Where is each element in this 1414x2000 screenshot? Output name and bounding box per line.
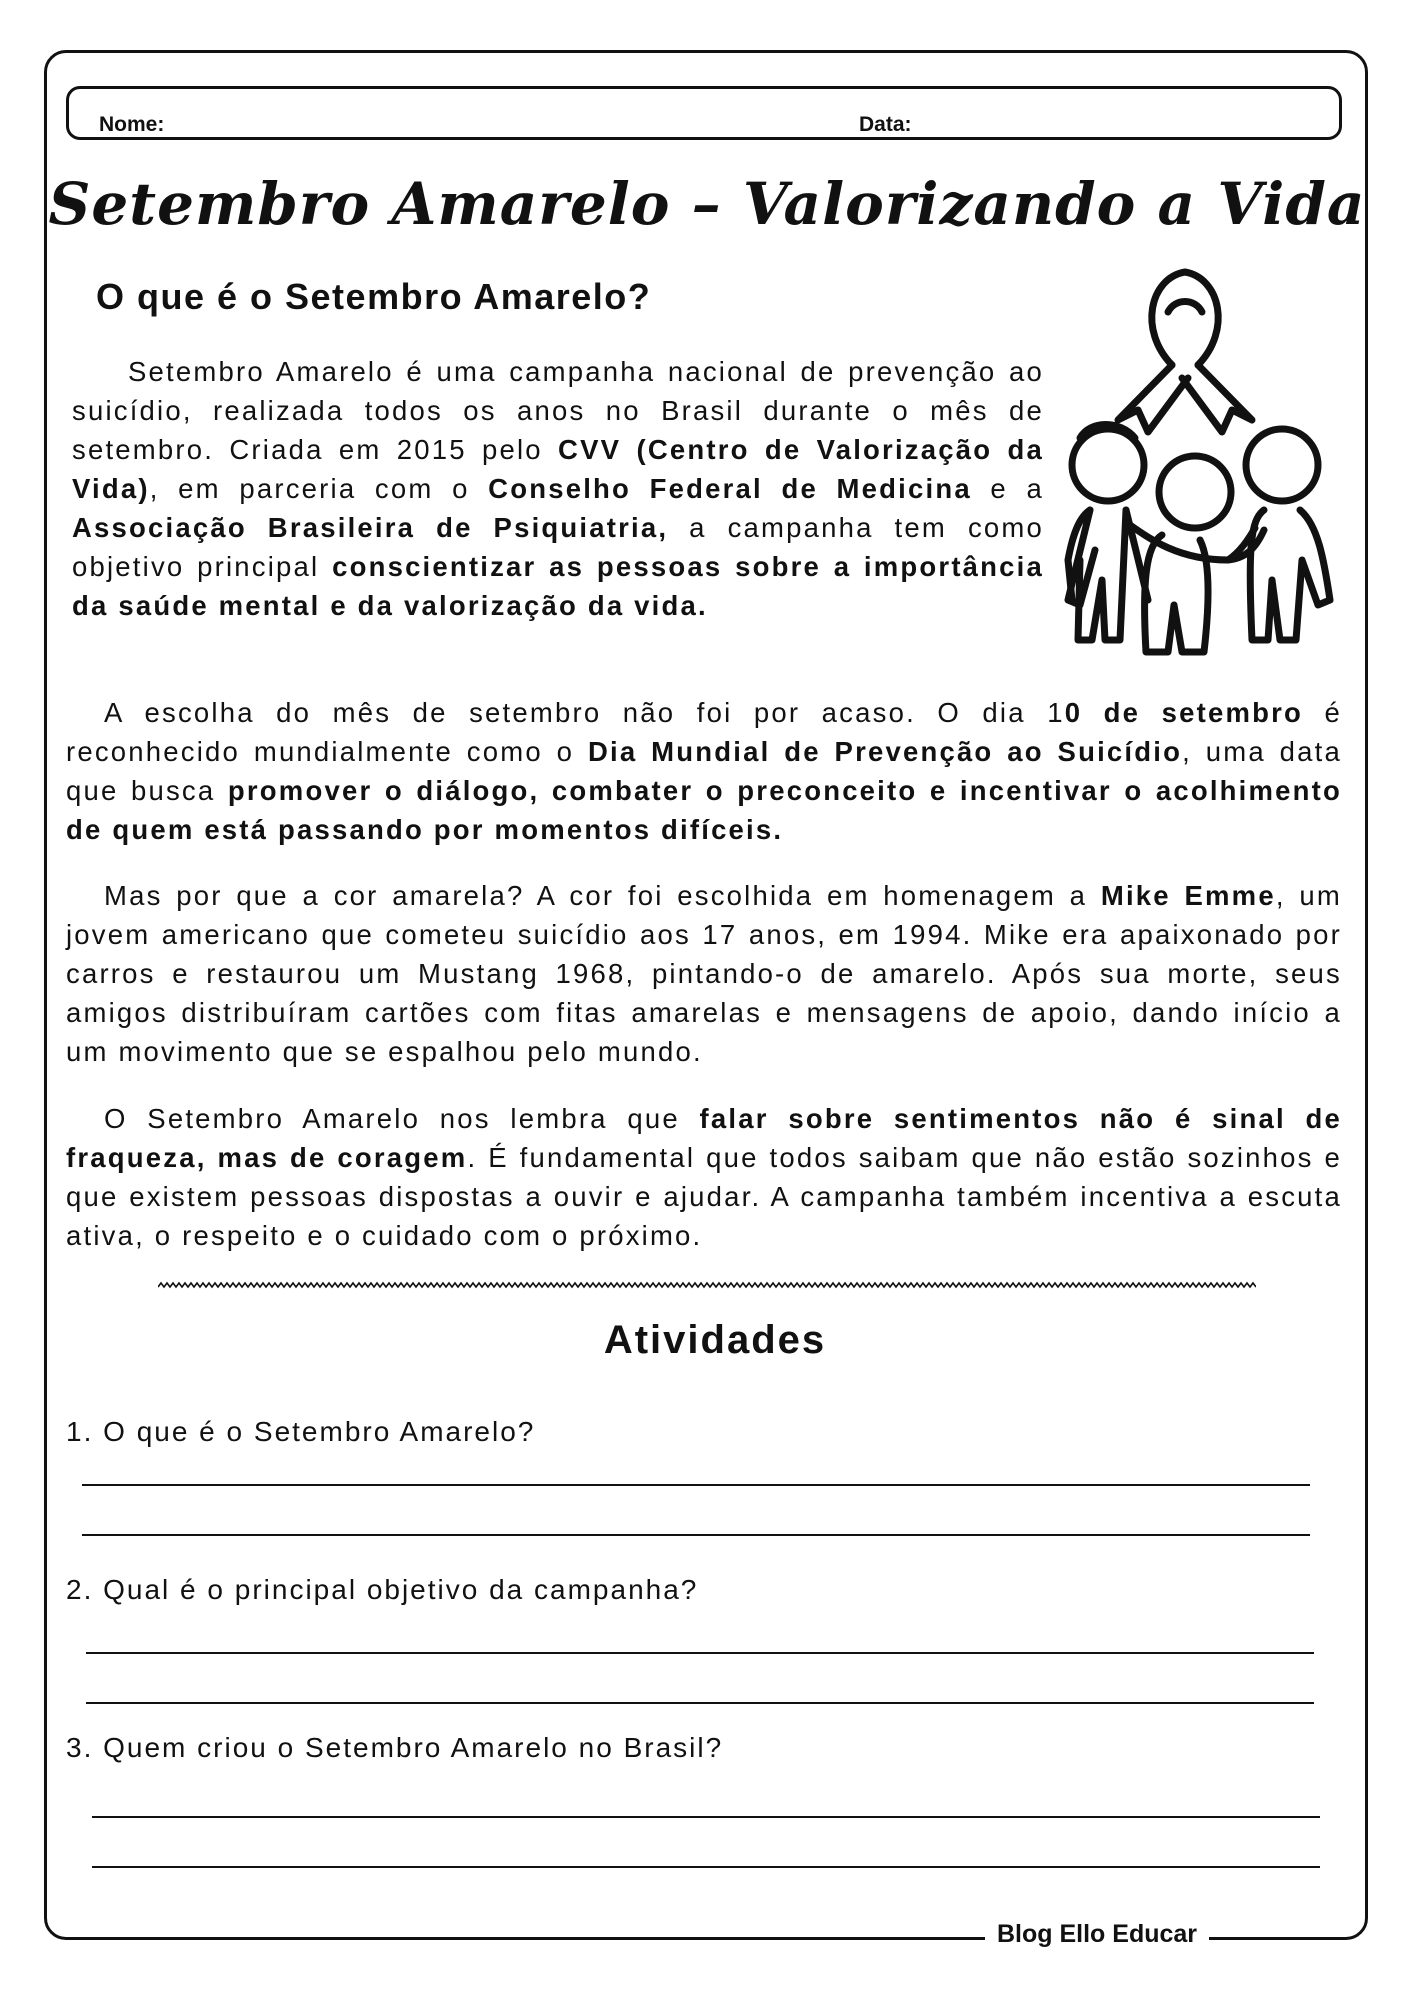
wavy-divider [158,1280,1256,1294]
activities-title: Atividades [603,1318,827,1362]
answer-line[interactable] [86,1652,1314,1654]
answer-line[interactable] [82,1534,1310,1536]
question-3: 3. Quem criou o Setembro Amarelo no Brasil? [66,1732,724,1763]
paragraph-reminder: O Setembro Amarelo nos lembra que falar sobre sentimentos não é sinal de fraqueza, mas de coragem. É fundamental que todos saibam que não estão sozinhos e que existem pessoas dispostas a ouvir e ajudar. A campanha também incentiva a escuta ativa, o respeito e o cuidado com o próximo. [66,1102,1343,1251]
date-label: Data: [859,113,912,136]
page-title: Setembro Amarelo – Valorizando a Vida [48,170,1366,238]
question-1: 1. O que é o Setembro Amarelo? [66,1416,536,1447]
yellow-ribbon-and-family-icon [1050,260,1340,660]
paragraph-yellow-color: Mas por que a cor amarela? A cor foi escolhida em homenagem a Mike Emme, um jovem americano que cometeu suicídio aos 17 anos, em 1994. Mike era apaixonado por carros e restaurou um Mustang 1968, pintando-o de amarelo. Após sua morte, seus amigos distribuíram cartões com fitas amarelas e mensagens de apoio, dando início a um movimento que se espalhou pelo mundo. [66,880,1342,1067]
answer-line[interactable] [82,1484,1310,1486]
answer-line[interactable] [92,1816,1320,1818]
name-date-bar [66,86,1342,140]
body-text [66,665,1342,1282]
paragraph-september-choice: A escolha do mês de setembro não foi por acaso. O dia 10 de setembro é reconhecido mundialmente como o Dia Mundial de Prevenção ao Suicídio, uma data que busca promover o diálogo, combater o preconceito e incentivar o acolhimento de quem está passando por momentos difíceis. [66,696,1343,845]
intro-paragraph: Setembro Amarelo é uma campanha nacional de prevenção ao suicídio, realizada todos os anos no Brasil durante o mês de setembro. Criada em 2015 pelo CVV (Centro de Valorização da Vida), em parceria com o Conselho Federal de Medicina e a Associação Brasileira de Psiquiatria, a campanha tem como objetivo principal conscientizar as pessoas sobre a importância da saúde mental e da valorização da vida. [72,356,1045,621]
answer-line[interactable] [92,1866,1320,1868]
section-heading: O que é o Setembro Amarelo? [96,276,652,317]
footer-brand: Blog Ello Educar [985,1920,1209,1949]
question-2: 2. Qual é o principal objetivo da campanha? [66,1574,699,1605]
answer-line[interactable] [86,1702,1314,1704]
name-label: Nome: [99,113,165,136]
